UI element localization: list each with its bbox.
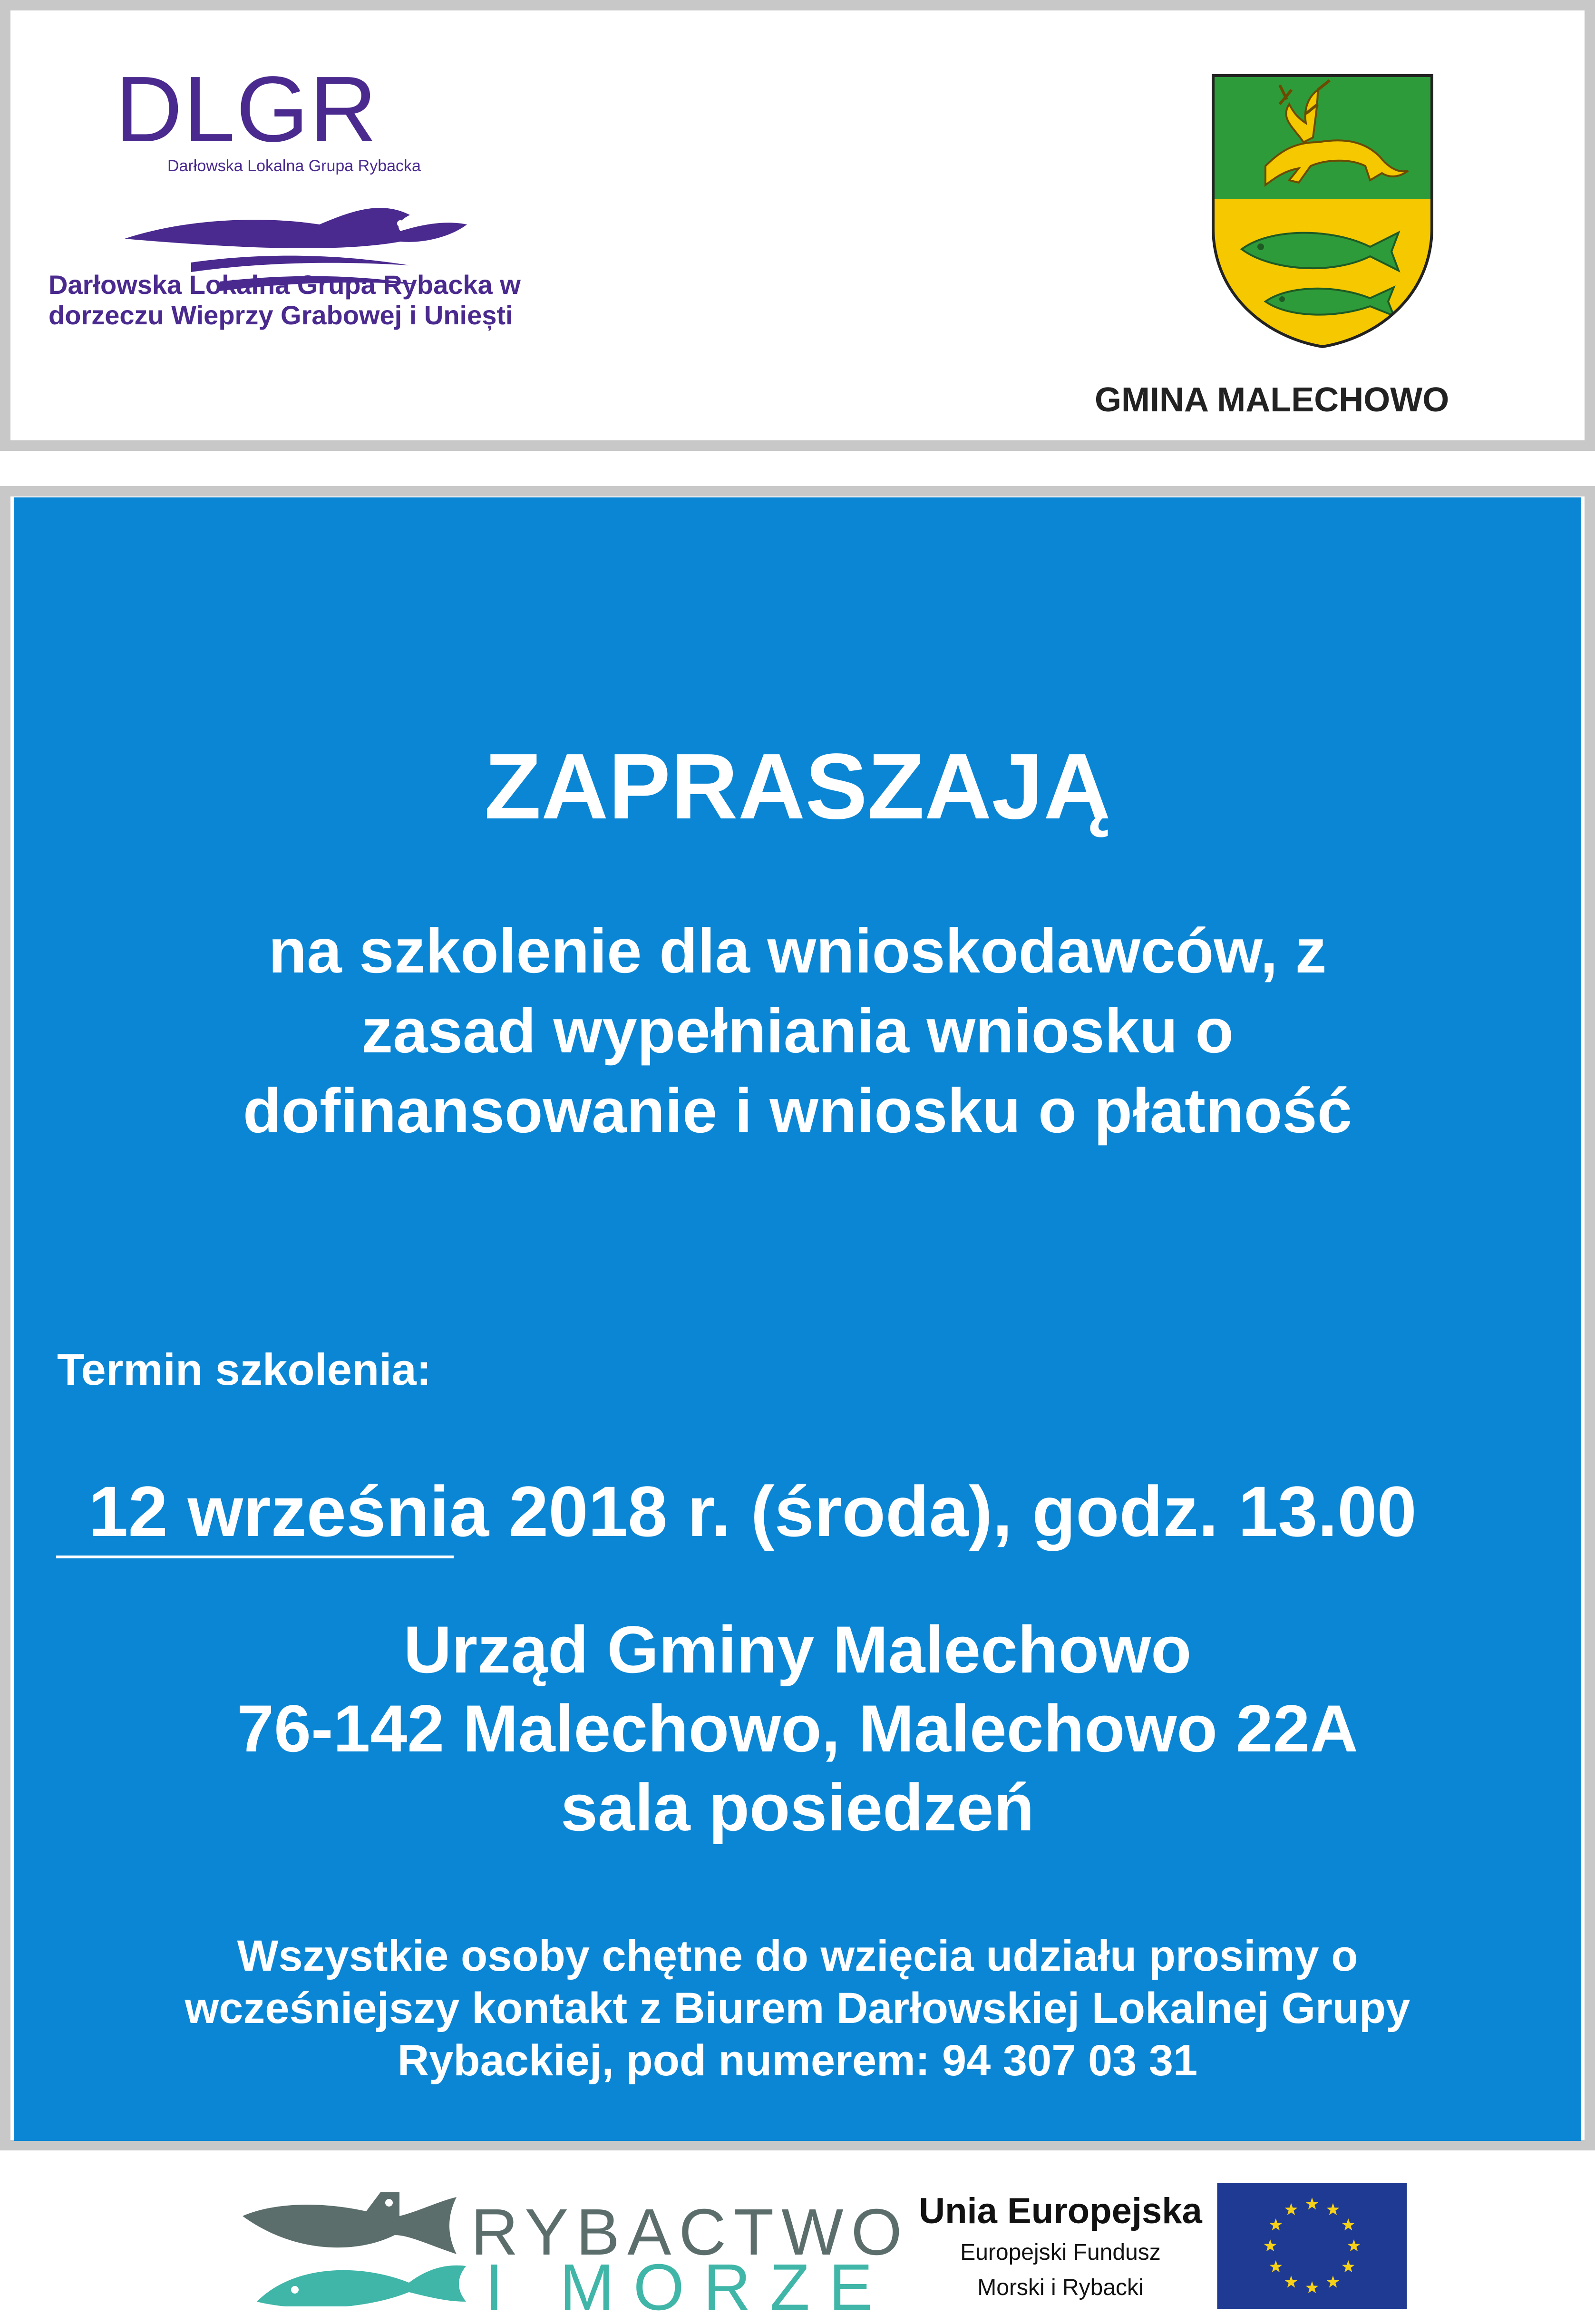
- rybactwo-fish-icon: [238, 2183, 476, 2306]
- eu-name: Unia Europejska: [919, 2191, 1202, 2231]
- date-underline: [56, 1556, 454, 1558]
- venue-line-1: Urząd Gminy Malechowo: [403, 1612, 1192, 1687]
- rybactwo-line-1: RYBACTWO: [471, 2196, 910, 2269]
- dlgr-logo-subtext: Darłowska Lokalna Grupa Rybacka: [167, 157, 421, 175]
- venue-line-2: 76-142 Malechowo, Malechowo 22A: [237, 1691, 1358, 1766]
- invite-subtitle-line-1: na szkolenie dla wnioskodawców, z: [268, 916, 1327, 986]
- venue: [14, 1610, 1581, 1847]
- invite-subtitle: [14, 911, 1581, 1151]
- event-date: 12 września 2018 r. (środa), godz. 13.00: [88, 1471, 1417, 1551]
- eu-fund-line-2: Morski i Rybacki: [977, 2275, 1144, 2300]
- rybactwo-logo: [238, 2183, 910, 2324]
- dlgr-full-name-line-2: dorzeczu Wieprzy Grabowej i Uniești: [49, 300, 513, 330]
- rybactwo-line-2: I MORZE: [485, 2251, 892, 2324]
- dlgr-full-name-line-1: Darłowska Lokalna Grupa Rybacka w: [49, 270, 521, 300]
- contact-note-line-1: Wszystkie osoby chętne do wzięcia udziału prosimy o: [237, 1932, 1358, 1980]
- invite-subtitle-line-2: zasad wypełniania wniosku o: [361, 996, 1234, 1066]
- blue-panel: [14, 497, 1581, 2141]
- eu-fund-text: [904, 2188, 1217, 2305]
- invite-heading: ZAPRASZAJĄ: [484, 734, 1111, 838]
- invite-subtitle-line-3: dofinansowanie i wniosku o płatność: [243, 1076, 1352, 1146]
- dlgr-logo-letters: DLGR: [115, 57, 378, 161]
- dlgr-full-name: [49, 270, 619, 331]
- coat-of-arms-icon: [1208, 71, 1437, 351]
- term-label: Termin szkolenia:: [57, 1344, 432, 1394]
- venue-line-3: sala posiedzeń: [561, 1770, 1034, 1845]
- header-panel: [0, 0, 1595, 451]
- eu-flag-icon: [1217, 2183, 1407, 2309]
- contact-note-line-3: Rybackiej, pod numerem: 94 307 03 31: [397, 2036, 1198, 2085]
- gmina-label: GMINA MALECHOWO: [1095, 381, 1449, 419]
- contact-note: [14, 1930, 1581, 2087]
- eu-fund-line-1: Europejski Fundusz: [960, 2240, 1161, 2265]
- dlgr-logo: [115, 57, 486, 263]
- contact-note-line-2: wcześniejszy kontakt z Biurem Darłowskiej Lokalnej Grupy: [185, 1984, 1410, 2032]
